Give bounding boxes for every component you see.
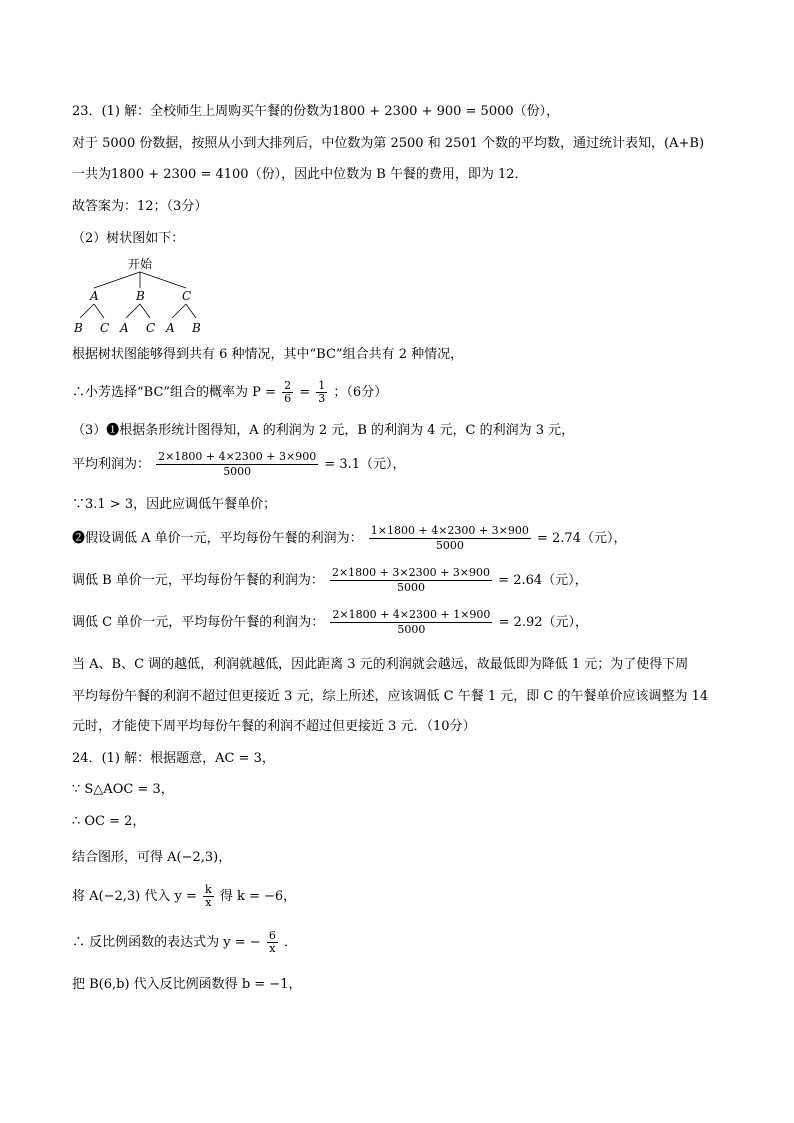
tree-node-b: B: [136, 289, 145, 303]
tree-leaf-5: A: [166, 321, 175, 335]
q23-conclusion-line2: 平均每份午餐的利润不超过但更接近 3 元，综上所述，应该调低 C 午餐 1 元，即 C 的午餐单价应该调整为 14: [72, 689, 709, 704]
fraction-2-6: $\frac{2}{6}$: [284, 379, 292, 405]
fraction-average: $\frac{2\times 1800 + 4\times 2300 + 3\times 900}{5000}$: [158, 450, 317, 478]
tree-leaf-6: B: [192, 321, 201, 335]
q24-line7: 把 B(6,b) 代入反比例函数得 b = −1，: [72, 977, 302, 992]
tree-leaf-2: C: [100, 321, 110, 335]
q23-part1-line1: 23．(1) 解：全校师生上周购买午餐的份数为1800 + 2300 + 900 = 5000（份），: [72, 104, 560, 119]
tree-leaf-1: B: [74, 321, 83, 335]
q23-part1-line2: 对于 5000 份数据，按照从小到大排列后，中位数为第 2500 和 2501 个数的平均数，通过统计表知，(A+B): [72, 136, 705, 151]
fraction-1-3: $\frac{1}{3}$: [318, 379, 326, 405]
q23-part3-lower-c: 调低 C 单价一元，平均每份午餐的利润为： $\frac{2\times 1800 + 4\times 2300 + 1\times 900}{5000}$ = 2.92（元），: [72, 608, 589, 636]
q23-part3-lower-a: ❷假设调低 A 单价一元，平均每份午餐的利润为： $\frac{1\times 1800 + 4\times 2300 + 3\times 900}{5000}$ = 2.74（元），: [72, 524, 627, 552]
tree-node-a: A: [90, 289, 99, 303]
fraction-lower-a: $\frac{1\times 1800 + 4\times 2300 + 3\times 900}{5000}$: [370, 524, 529, 552]
q24-line2: ∵ S△AOC = 3，: [72, 782, 174, 797]
fraction-k-x: $\frac{k}{x}$: [205, 883, 212, 909]
q23-part2-cases: 根据树状图能够得到共有 6 种情况，其中“BC”组合共有 2 种情况，: [72, 347, 464, 362]
q23-part3-line1: （3）❶根据条形统计图得知，A 的利润为 2 元，B 的利润为 4 元，C 的利润为 3 元，: [72, 423, 575, 438]
fraction-lower-b: $\frac{2\times 1800 + 3\times 2300 + 3\times 900}{5000}$: [331, 566, 491, 594]
q23-part2-probability: ∴小芳选择“BC”组合的概率为 P = $\frac{2}{6}$ = $\frac{1}{3}$ ；（6分）: [72, 379, 388, 405]
q24-line6: ∴ 反比例函数的表达式为 y = − $\frac{6}{x}$ ．: [72, 929, 297, 955]
q23-part1-line3: 一共为1800 + 2300 = 4100（份），因此中位数为 B 午餐的费用，即为 12．: [72, 167, 528, 182]
q24-line4: 结合图形，可得 A(−2,3)，: [72, 850, 232, 865]
q23-part3-compare: ∵3.1 > 3，因此应调低午餐单价；: [72, 497, 277, 512]
q23-part1-answer: 故答案为：12；（3分）: [72, 199, 208, 214]
q24-line5: 将 A(−2,3) 代入 y = $\frac{k}{x}$ 得 k = −6，: [72, 883, 297, 909]
tree-node-c: C: [182, 289, 192, 303]
tree-root: 开始: [128, 257, 153, 271]
q23-part3-average: 平均利润为： $\frac{2\times 1800 + 4\times 2300 + 3\times 900}{5000}$ = 3.1（元），: [72, 450, 406, 478]
fraction-6-x: $\frac{6}{x}$: [268, 929, 276, 955]
tree-leaf-3: A: [120, 321, 129, 335]
q24-line3: ∴ OC = 2，: [72, 814, 146, 829]
tree-leaf-4: C: [146, 321, 156, 335]
q23-part3-lower-b: 调低 B 单价一元，平均每份午餐的利润为： $\frac{2\times 1800 + 3\times 2300 + 3\times 900}{5000}$ = 2.64（元），: [72, 566, 588, 594]
q23-part2-heading: （2）树状图如下：: [72, 231, 185, 246]
q23-conclusion-line3: 元时，才能使下周平均每份午餐的利润不超过但更接近 3 元．（10分）: [72, 719, 476, 734]
fraction-lower-c: $\frac{2\times 1800 + 4\times 2300 + 1\times 900}{5000}$: [332, 608, 491, 636]
q24-line1: 24．(1) 解：根据题意，AC = 3，: [72, 751, 275, 766]
q23-conclusion-line1: 当 A、B、C 调的越低，利润就越低，因此距离 3 元的利润就会越远，故最低即为降低 1 元；为了使得下周: [72, 657, 689, 672]
tree-diagram: [68, 256, 228, 336]
